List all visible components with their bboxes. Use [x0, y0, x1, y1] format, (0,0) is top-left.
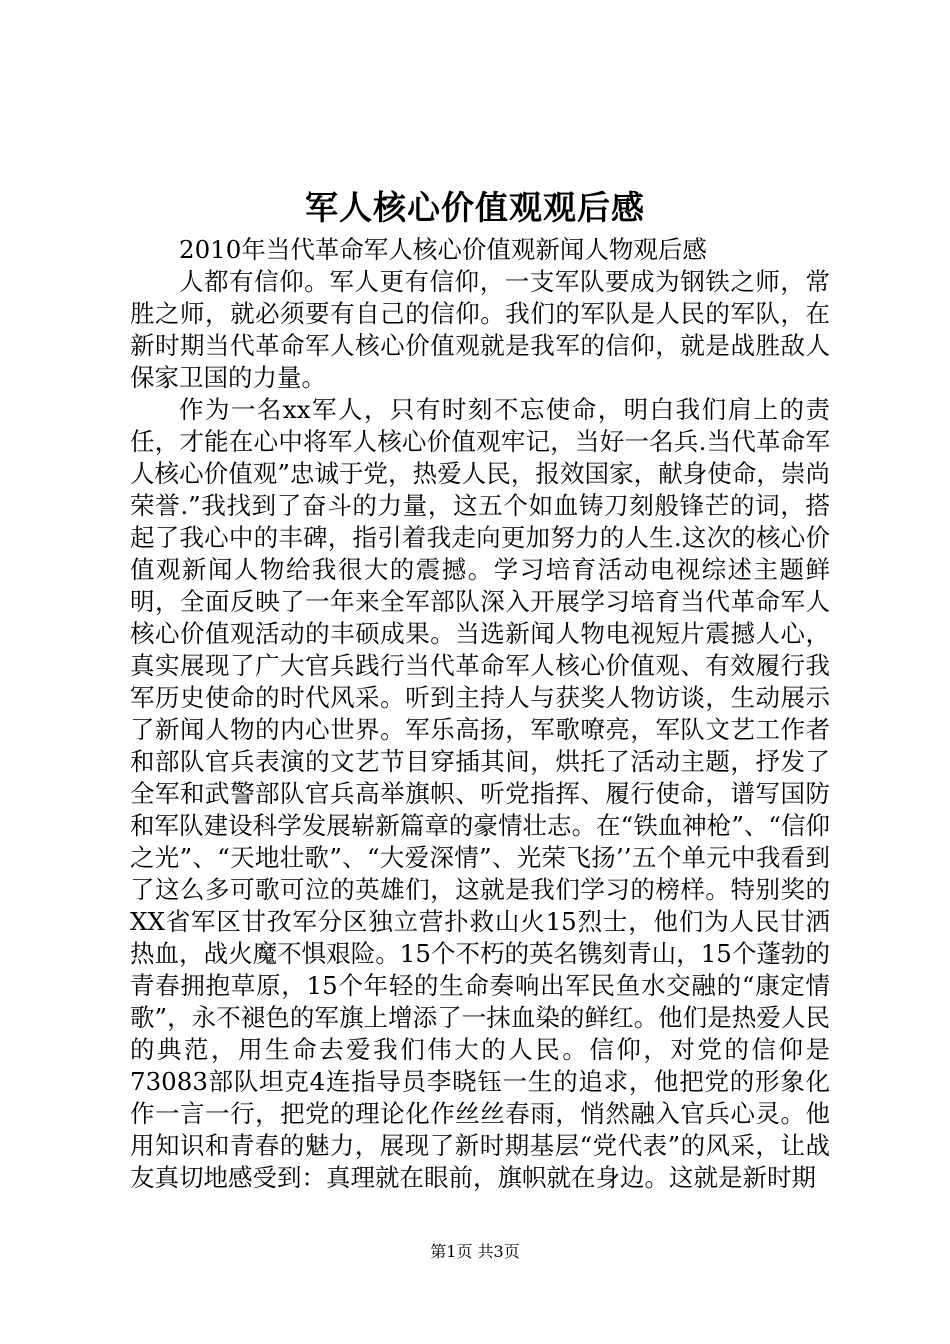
document-title: 军人核心价值观观后感: [305, 188, 645, 227]
paragraph-subtitle: 2010年当代革命军人核心价值观新闻人物观后感: [179, 235, 707, 264]
document-body: [130, 234, 830, 1194]
paragraph-2: 作为一名xx军人，只有时刻不忘使命，明白我们肩上的责任，才能在心中将军人核心价值观牢记，当好一名兵.当代革命军人核心价值观”忠诚于党，热爱人民，报效国家，献身使命，崇尚荣誉.”我找到了奋斗的力量，这五个如血铸刀刻般锋芒的词，搭起了我心中的丰碑，指引着我走向更加努力的人生.这次的核心价值观新闻人物给我很大的震撼。学习培育活动电视综述主题鲜明，全面反映了一年来全军部队深入开展学习培育当代革命军人核心价值观活动的丰硕成果。当选新闻人物电视短片震撼人心，真实展现了广大官兵践行当代革命军人核心价值观、有效履行我军历史使命的时代风采。听到主持人与获奖人物访谈，生动展示了新闻人物的内心世界。军乐高扬，军歌嘹亮，军队文艺工作者和部队官兵表演的文艺节目穿插其间，烘托了活动主题，抒发了全军和武警部队官兵高举旗帜、听党指挥、履行使命，谱写国防和军队建设科学发展崭新篇章的豪情壮志。在“铁血神枪”、“信仰之光”、“天地壮歌”、“大爱深情”、光荣飞扬’’五个单元中我看到了这么多可歌可泣的英雄们，这就是我们学习的榜样。特别奖的XX省军区甘孜军分区独立营扑救山火15烈士，他们为人民甘洒热血，战火魔不惧艰险。15个不朽的英名镌刻青山，15个蓬勃的青春拥抱草原，15个年轻的生命奏响出军民鱼水交融的“康定情歌”，永不褪色的军旗上增添了一抹血染的鲜红。他们是热爱人民的典范，用生命去爱我们伟大的人民。信仰，对党的信仰是73083部队坦克4连指导员李晓钰一生的追求，他把党的形象化作一言一行，把党的理论化作丝丝春雨，悄然融入官兵心灵。他用知识和青春的魅力，展现了新时期基层“党代表”的风采，让战友真切地感受到：真理就在眼前，旗帜就在身边。这就是新时期: [130, 395, 830, 1192]
paragraph-1: 人都有信仰。军人更有信仰，一支军队要成为钢铁之师，常胜之师，就必须要有自己的信仰。我们的军队是人民的军队，在新时期当代革命军人核心价值观就是我军的信仰，就是战胜敌人保家卫国的力量。: [130, 267, 830, 392]
page-footer: 第1页 共3页: [430, 1242, 520, 1261]
